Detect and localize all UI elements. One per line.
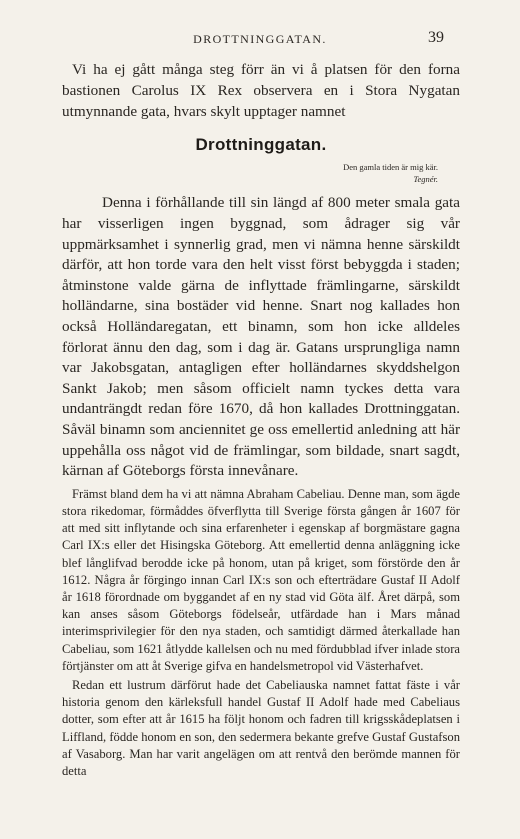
running-title: DROTTNINGGATAN.: [193, 32, 327, 46]
epigraph-author: Tegnér.: [413, 174, 438, 185]
small-paragraph-cabeliau: Främst bland dem ha vi att nämna Abraham Cabeliau. Denne man, som ägde stora rikedomar, förmåddes öfverflytta till Sverige första gången år 1607 för att med sitt inflytande och sina erfarenheter i egenskap af borgmästare gagna Carl IX:s eller det Hisingska Göteborg. Att emellertid denna anläggning icke blef långlifvad berodde icke på honom, utan på kriget, som förstörde den år 1612. Några år förgingo innan Carl IX:s son och efterträdare Gustaf II Adolf år 1618 förordnade om byggandet af en ny stad vid Göta älf. Året därpå, som kan anses såsom Göteborgs födelseår, utfärdade han i Mars månad interimsprivilegier för den nya staden, och samtidigt därmed återkallade han Cabeliau, som 1621 åtlydde kallelsen och nu med fördubblad ifver inlade stora förtjänster om att åt Sverige gifva en handelsmetropol vid Västerhafvet.: [62, 486, 460, 673]
epigraph: [62, 161, 438, 185]
epigraph-quote: Den gamla tiden är mig kär.: [343, 162, 438, 173]
intro-paragraph: Vi ha ej gått många steg förr än vi å platsen för den forna bastionen Carolus IX Rex observera en i Stora Nygatan utmynnande gata, hvars skylt upptager namnet: [62, 61, 460, 120]
section-heading: Drottninggatan.: [195, 135, 327, 155]
small-paragraph-lustrum: Redan ett lustrum därförut hade det Cabeliauska namnet fattat fäste i vår historia genom den kärleksfull handel Gustaf II Adolf hade med Cabeliaus dotter, som efter att år 1615 ha följt honom och fadren till krigsskådeplatsen i Liffland, födde honom en son, den sedermera bekante grefve Gustaf Gustafson af Vasaborg. Man har varit angelägen om att rentvå den berömde mannen för detta: [62, 677, 460, 778]
running-head: [0, 30, 520, 50]
page-number: 39: [428, 29, 444, 46]
body-text: [62, 60, 460, 780]
main-paragraph: Denna i förhållande till sin längd af 800 meter smala gata har visserligen ingen byggnad, som ådrager sig vår uppmärksamhet i synnerlig grad, men vi nämna henne särskildt därför, att hon torde vara den helt visst först bebyggda i staden; åtminstone valde gärna de inflyttade främlingarne, särskildt holländarne, sina bostäder vid henne. Snart nog kallades hon också Holländaregatan, ett binamn, som hon icke alldeles förlorat ännu den dag, som i dag är. Gatans ursprungliga namn var Jakobsgatan, antagligen efter holländarnes skyddshelgon Sankt Jakob; men såsom officielt namn tyckes detta vara undanträngdt redan före 1670, då hon kallades Drottninggatan. Såväl binamn som anciennitet ge oss emellertid anledning att här uppehålla oss något vid de främlingar, som bildade, snart sagdt, kärnan af Göteborgs första innevånare.: [62, 194, 460, 480]
